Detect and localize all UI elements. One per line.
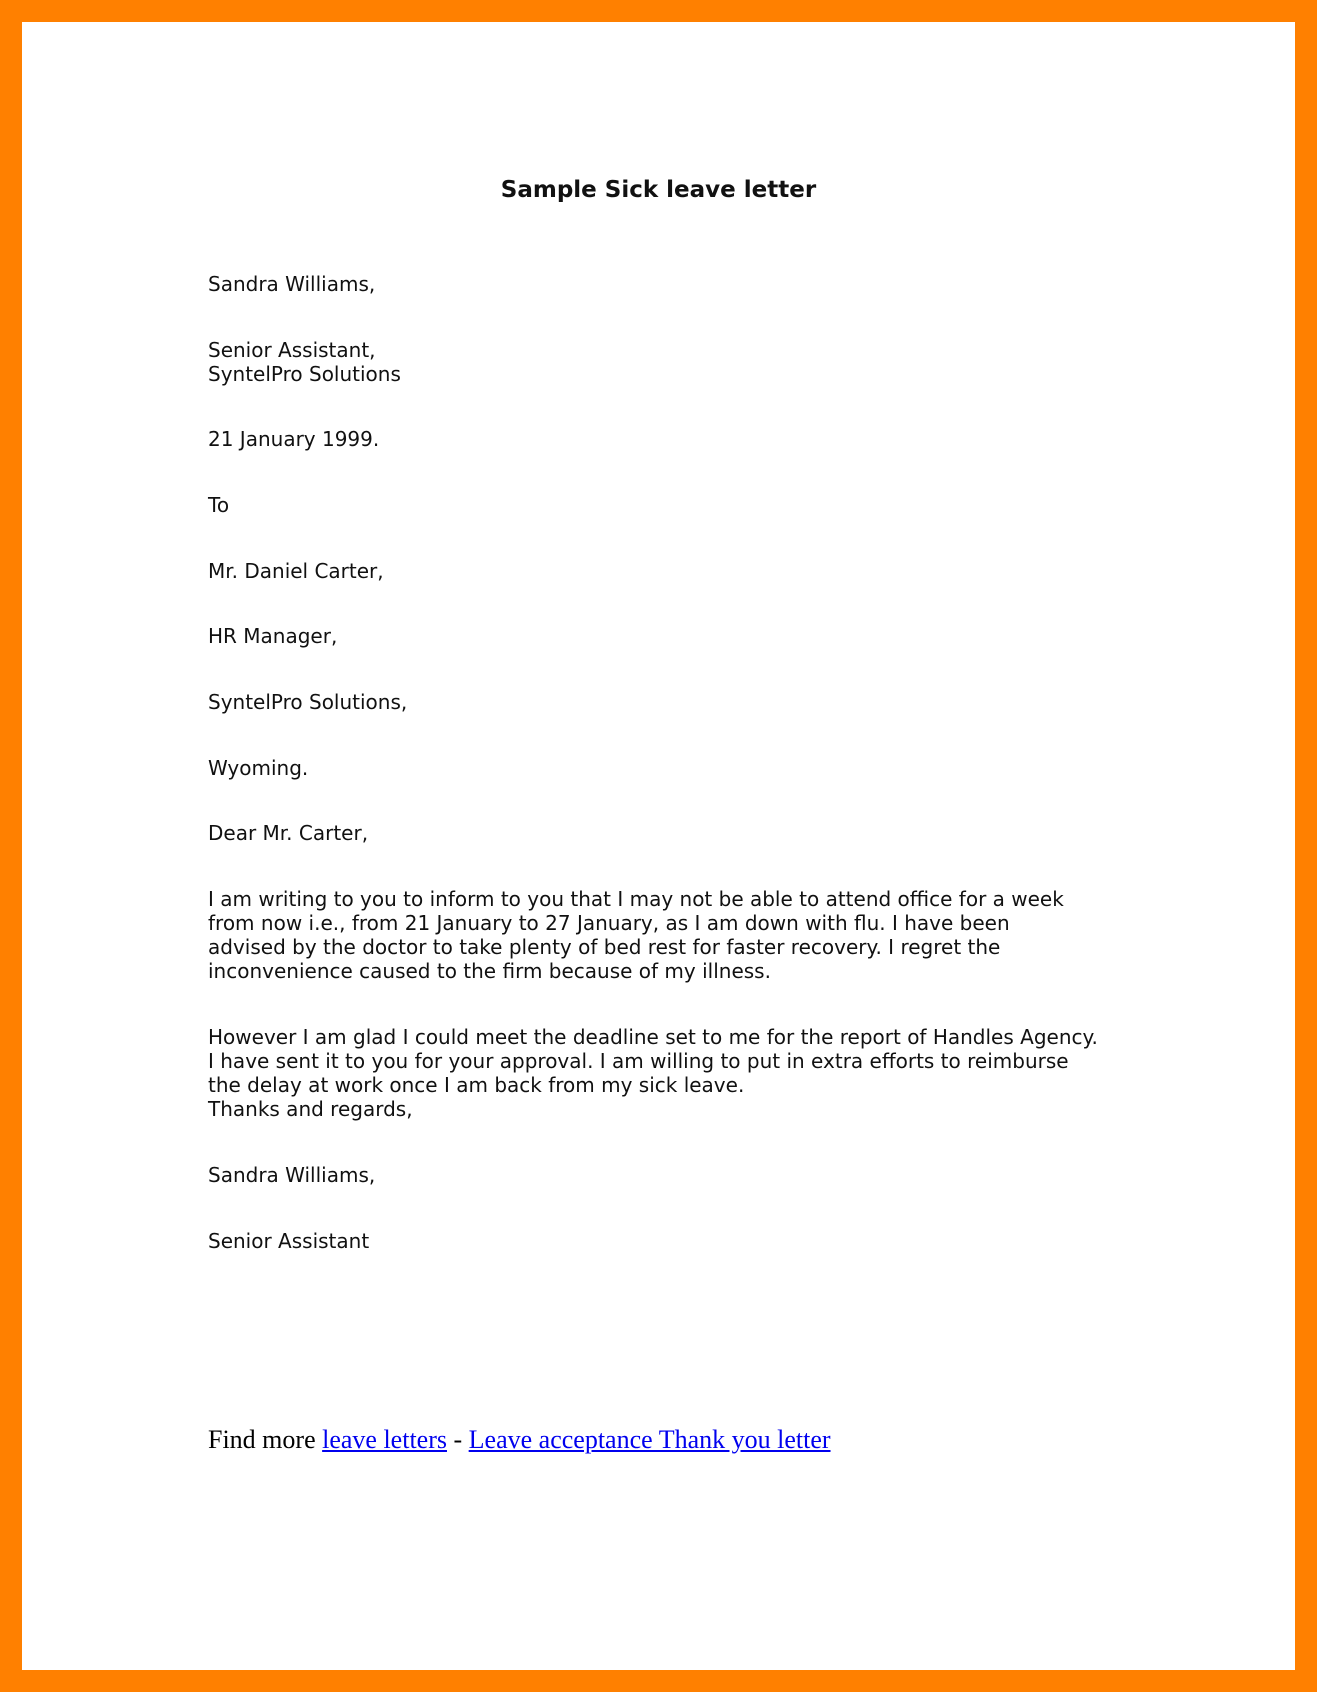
document-title: Sample Sick leave letter	[500, 177, 817, 203]
salutation: Dear Mr. Carter,	[208, 821, 369, 845]
paragraph-line: I have sent it to you for your approval. I am willing to put in extra efforts to reimburse	[208, 1049, 1069, 1073]
letter-date: 21 January 1999.	[208, 427, 380, 451]
paragraph-line: from now i.e., from 21 January to 27 January, as I am down with flu. I have been	[208, 911, 1010, 935]
footer-prefix: Find more	[208, 1425, 323, 1454]
sender-name: Sandra Williams,	[208, 272, 376, 296]
leave-letters-link[interactable]: leave letters	[322, 1425, 447, 1454]
paragraph-line: inconvenience caused to the firm because of my illness.	[208, 959, 771, 983]
signature-title: Senior Assistant	[208, 1229, 370, 1253]
recipient-location: Wyoming.	[208, 756, 309, 780]
footer-links	[208, 1424, 831, 1456]
sender-title: Senior Assistant,	[208, 338, 376, 362]
closing: Thanks and regards,	[208, 1097, 413, 1121]
paragraph-line: However I am glad I could meet the deadline set to me for the report of Handles Agency.	[208, 1025, 1098, 1049]
footer-separator: -	[446, 1425, 469, 1454]
leave-acceptance-link[interactable]: Leave acceptance Thank you letter	[468, 1425, 831, 1454]
letter-page	[22, 22, 1295, 1670]
recipient-title: HR Manager,	[208, 624, 338, 648]
recipient-company: SyntelPro Solutions,	[208, 690, 408, 714]
paragraph-line: I am writing to you to inform to you that I may not be able to attend office for a week	[208, 887, 1064, 911]
paragraph-line: the delay at work once I am back from my sick leave.	[208, 1073, 745, 1097]
to-label: To	[208, 493, 230, 517]
recipient-name: Mr. Daniel Carter,	[208, 559, 384, 583]
paragraph-line: advised by the doctor to take plenty of bed rest for faster recovery. I regret the	[208, 935, 1001, 959]
sender-company: SyntelPro Solutions	[208, 362, 401, 386]
signature-name: Sandra Williams,	[208, 1163, 376, 1187]
